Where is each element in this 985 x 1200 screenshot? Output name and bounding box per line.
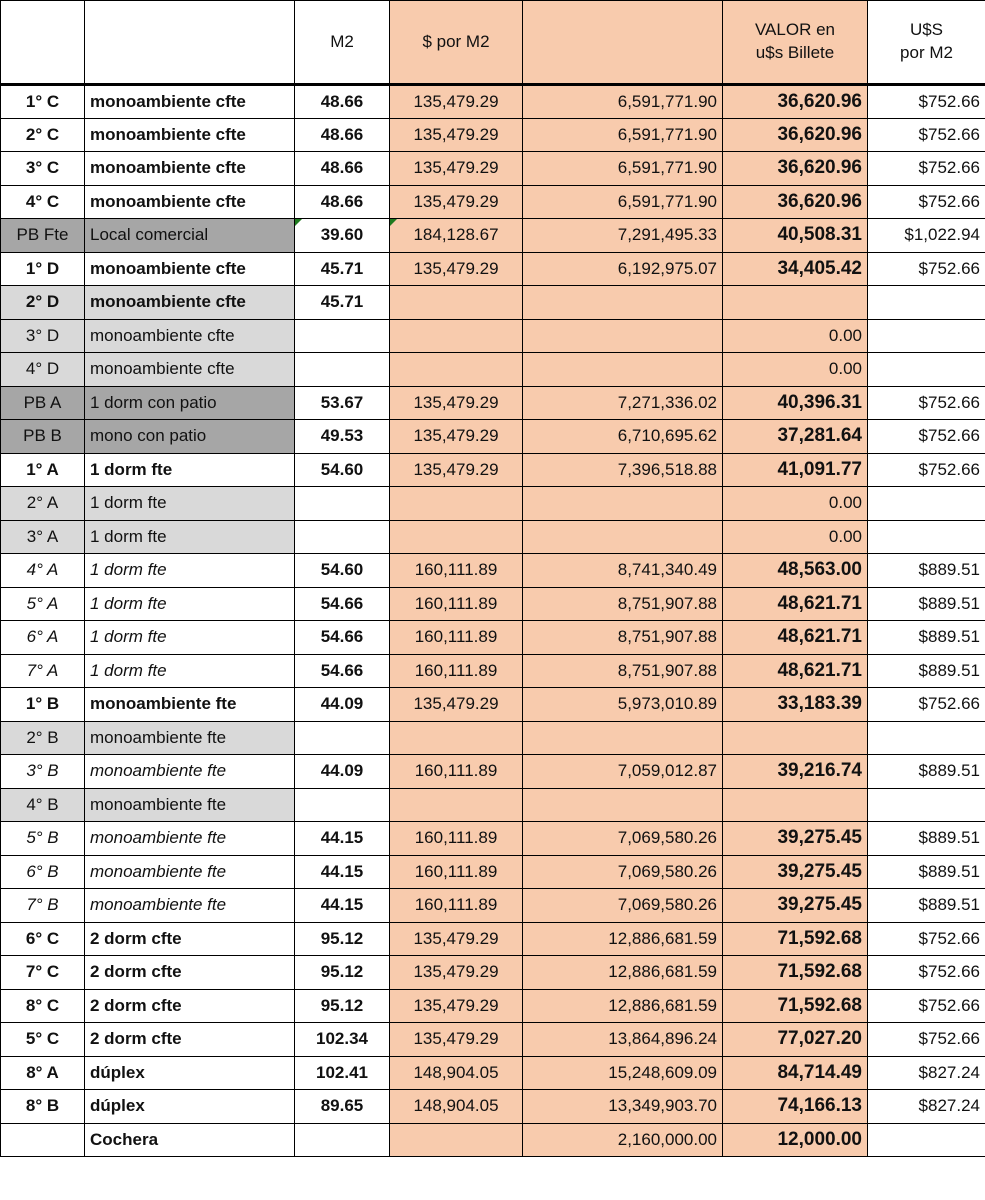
cell-unit[interactable] [1, 1123, 85, 1157]
cell-total[interactable]: 8,751,907.88 [523, 654, 723, 688]
cell-total[interactable]: 13,349,903.70 [523, 1090, 723, 1124]
cell-valor-usd[interactable]: 0.00 [723, 487, 868, 521]
cell-m2[interactable] [295, 353, 390, 387]
header-unit[interactable] [1, 1, 85, 85]
cell-price-per-m2[interactable]: 160,111.89 [390, 755, 523, 789]
cell-price-per-m2[interactable]: 184,128.67 [390, 219, 523, 253]
cell-unit[interactable]: 2° D [1, 286, 85, 320]
cell-unit[interactable]: 3° C [1, 152, 85, 186]
cell-total[interactable]: 7,059,012.87 [523, 755, 723, 789]
cell-valor-usd[interactable]: 40,508.31 [723, 219, 868, 253]
cell-usd-per-m2[interactable]: $752.66 [868, 252, 985, 286]
cell-total[interactable]: 7,291,495.33 [523, 219, 723, 253]
cell-usd-per-m2[interactable]: $752.66 [868, 688, 985, 722]
table-row [1, 1023, 985, 1057]
table-row [1, 487, 985, 521]
cell-usd-per-m2[interactable]: $752.66 [868, 118, 985, 152]
cell-usd-per-m2[interactable]: $827.24 [868, 1056, 985, 1090]
cell-m2[interactable]: 102.41 [295, 1056, 390, 1090]
cell-valor-usd[interactable]: 36,620.96 [723, 118, 868, 152]
cell-m2[interactable]: 48.66 [295, 118, 390, 152]
table-row [1, 822, 985, 856]
cell-description[interactable]: Local comercial [85, 219, 295, 253]
cell-valor-usd[interactable]: 84,714.49 [723, 1056, 868, 1090]
cell-m2[interactable]: 54.66 [295, 587, 390, 621]
header-m2[interactable]: M2 [295, 1, 390, 85]
cell-price-per-m2[interactable]: 148,904.05 [390, 1090, 523, 1124]
cell-valor-usd[interactable] [723, 721, 868, 755]
cell-m2[interactable]: 44.15 [295, 889, 390, 923]
cell-usd-per-m2[interactable]: $1,022.94 [868, 219, 985, 253]
table-row [1, 956, 985, 990]
header-valor-line2: u$s Billete [755, 43, 835, 62]
cell-valor-usd[interactable]: 48,563.00 [723, 554, 868, 588]
cell-total[interactable]: 5,973,010.89 [523, 688, 723, 722]
cell-description[interactable]: monoambiente cfte [85, 252, 295, 286]
cell-description[interactable]: 1 dorm fte [85, 487, 295, 521]
table-row [1, 420, 985, 454]
cell-usd-per-m2[interactable]: $752.66 [868, 989, 985, 1023]
cell-price-per-m2[interactable]: 135,479.29 [390, 386, 523, 420]
cell-m2[interactable]: 54.60 [295, 453, 390, 487]
cell-valor-usd[interactable]: 71,592.68 [723, 989, 868, 1023]
cell-m2[interactable]: 44.15 [295, 822, 390, 856]
cell-valor-usd[interactable]: 0.00 [723, 319, 868, 353]
cell-price-per-m2[interactable]: 135,479.29 [390, 1023, 523, 1057]
cell-price-per-m2[interactable] [390, 520, 523, 554]
cell-price-per-m2[interactable]: 160,111.89 [390, 587, 523, 621]
cell-unit[interactable]: 5° A [1, 587, 85, 621]
cell-total[interactable]: 2,160,000.00 [523, 1123, 723, 1157]
table-row [1, 654, 985, 688]
cell-price-per-m2[interactable]: 135,479.29 [390, 118, 523, 152]
cell-m2[interactable]: 102.34 [295, 1023, 390, 1057]
cell-valor-usd[interactable]: 36,620.96 [723, 152, 868, 186]
cell-price-per-m2[interactable]: 135,479.29 [390, 252, 523, 286]
table-row [1, 353, 985, 387]
cell-description[interactable]: monoambiente fte [85, 688, 295, 722]
table-row [1, 788, 985, 822]
cell-description[interactable]: Cochera [85, 1123, 295, 1157]
cell-description[interactable]: 2 dorm cfte [85, 922, 295, 956]
cell-m2[interactable]: 49.53 [295, 420, 390, 454]
cell-description[interactable]: 1 dorm fte [85, 453, 295, 487]
cell-unit[interactable]: 1° B [1, 688, 85, 722]
cell-price-per-m2[interactable] [390, 721, 523, 755]
cell-m2[interactable]: 95.12 [295, 989, 390, 1023]
cell-total[interactable]: 6,192,975.07 [523, 252, 723, 286]
cell-valor-usd[interactable]: 36,620.96 [723, 85, 868, 119]
cell-usd-per-m2[interactable]: $752.66 [868, 956, 985, 990]
cell-usd-per-m2[interactable]: $752.66 [868, 85, 985, 119]
header-usd-per-m2[interactable] [868, 1, 985, 85]
table-row [1, 185, 985, 219]
header-description[interactable] [85, 1, 295, 85]
cell-valor-usd[interactable]: 37,281.64 [723, 420, 868, 454]
cell-usd-per-m2[interactable]: $889.51 [868, 889, 985, 923]
cell-description[interactable]: 1 dorm fte [85, 554, 295, 588]
cell-description[interactable]: dúplex [85, 1090, 295, 1124]
cell-price-per-m2[interactable]: 160,111.89 [390, 654, 523, 688]
cell-usd-per-m2[interactable] [868, 788, 985, 822]
table-row [1, 554, 985, 588]
cell-unit[interactable]: 3° D [1, 319, 85, 353]
cell-total[interactable]: 6,591,771.90 [523, 85, 723, 119]
cell-unit[interactable]: 7° A [1, 654, 85, 688]
cell-unit[interactable]: 1° D [1, 252, 85, 286]
table-row [1, 219, 985, 253]
cell-valor-usd[interactable]: 48,621.71 [723, 621, 868, 655]
cell-usd-per-m2[interactable] [868, 319, 985, 353]
cell-valor-usd[interactable] [723, 788, 868, 822]
cell-unit[interactable]: 4° C [1, 185, 85, 219]
cell-total[interactable]: 6,591,771.90 [523, 185, 723, 219]
header-total[interactable] [523, 1, 723, 85]
cell-unit[interactable]: 4° D [1, 353, 85, 387]
cell-description[interactable]: monoambiente cfte [85, 185, 295, 219]
cell-total[interactable]: 6,591,771.90 [523, 152, 723, 186]
table-row [1, 1056, 985, 1090]
cell-usd-per-m2[interactable]: $827.24 [868, 1090, 985, 1124]
cell-valor-usd[interactable]: 77,027.20 [723, 1023, 868, 1057]
cell-description[interactable]: monoambiente cfte [85, 118, 295, 152]
table-row [1, 621, 985, 655]
table-row [1, 688, 985, 722]
cell-usd-per-m2[interactable]: $889.51 [868, 755, 985, 789]
cell-unit[interactable]: 6° C [1, 922, 85, 956]
cell-m2[interactable]: 54.66 [295, 621, 390, 655]
cell-total[interactable]: 12,886,681.59 [523, 956, 723, 990]
cell-m2[interactable]: 48.66 [295, 85, 390, 119]
cell-total[interactable] [523, 788, 723, 822]
cell-total[interactable]: 7,396,518.88 [523, 453, 723, 487]
cell-description[interactable]: monoambiente cfte [85, 286, 295, 320]
cell-description[interactable]: monoambiente fte [85, 755, 295, 789]
cell-valor-usd[interactable]: 0.00 [723, 353, 868, 387]
cell-description[interactable]: 1 dorm fte [85, 587, 295, 621]
cell-description[interactable]: monoambiente cfte [85, 152, 295, 186]
cell-description[interactable]: monoambiente fte [85, 889, 295, 923]
table-row [1, 386, 985, 420]
cell-description[interactable]: monoambiente cfte [85, 353, 295, 387]
cell-usd-per-m2[interactable]: $752.66 [868, 185, 985, 219]
cell-price-per-m2[interactable]: 148,904.05 [390, 1056, 523, 1090]
cell-usd-per-m2[interactable]: $889.51 [868, 654, 985, 688]
cell-price-per-m2[interactable] [390, 1123, 523, 1157]
cell-total[interactable]: 13,864,896.24 [523, 1023, 723, 1057]
cell-description[interactable]: 2 dorm cfte [85, 1023, 295, 1057]
cell-usd-per-m2[interactable] [868, 520, 985, 554]
table-row [1, 922, 985, 956]
table-row [1, 319, 985, 353]
cell-price-per-m2[interactable]: 160,111.89 [390, 889, 523, 923]
cell-valor-usd[interactable]: 39,275.45 [723, 889, 868, 923]
cell-usd-per-m2[interactable] [868, 353, 985, 387]
cell-price-per-m2[interactable] [390, 286, 523, 320]
cell-description[interactable]: monoambiente cfte [85, 319, 295, 353]
header-valor-line1: VALOR en [754, 20, 835, 40]
cell-m2[interactable]: 53.67 [295, 386, 390, 420]
cell-usd-per-m2[interactable]: $889.51 [868, 822, 985, 856]
cell-m2[interactable] [295, 520, 390, 554]
cell-m2[interactable]: 44.09 [295, 688, 390, 722]
cell-price-per-m2[interactable]: 135,479.29 [390, 688, 523, 722]
cell-price-per-m2[interactable]: 135,479.29 [390, 453, 523, 487]
table-row [1, 1123, 985, 1157]
cell-unit[interactable]: 2° A [1, 487, 85, 521]
cell-price-per-m2[interactable]: 135,479.29 [390, 152, 523, 186]
table-row [1, 252, 985, 286]
cell-usd-per-m2[interactable]: $752.66 [868, 453, 985, 487]
cell-valor-usd[interactable]: 48,621.71 [723, 654, 868, 688]
cell-unit[interactable]: 8° C [1, 989, 85, 1023]
cell-total[interactable]: 8,751,907.88 [523, 587, 723, 621]
table-row [1, 889, 985, 923]
cell-total[interactable]: 15,248,609.09 [523, 1056, 723, 1090]
cell-price-per-m2[interactable]: 135,479.29 [390, 185, 523, 219]
cell-description[interactable]: 1 dorm fte [85, 520, 295, 554]
cell-valor-usd[interactable]: 40,396.31 [723, 386, 868, 420]
cell-total[interactable]: 8,741,340.49 [523, 554, 723, 588]
cell-usd-per-m2[interactable] [868, 286, 985, 320]
cell-total[interactable]: 6,710,695.62 [523, 420, 723, 454]
cell-m2[interactable]: 48.66 [295, 152, 390, 186]
cell-price-per-m2[interactable] [390, 319, 523, 353]
cell-m2[interactable]: 95.12 [295, 956, 390, 990]
cell-unit[interactable]: 8° A [1, 1056, 85, 1090]
cell-description[interactable]: 1 dorm fte [85, 654, 295, 688]
cell-total[interactable] [523, 286, 723, 320]
cell-usd-per-m2[interactable]: $752.66 [868, 922, 985, 956]
cell-usd-per-m2[interactable]: $889.51 [868, 554, 985, 588]
cell-m2[interactable] [295, 487, 390, 521]
cell-valor-usd[interactable] [723, 286, 868, 320]
cell-description[interactable]: mono con patio [85, 420, 295, 454]
cell-unit[interactable]: 1° C [1, 85, 85, 119]
cell-price-per-m2[interactable]: 135,479.29 [390, 956, 523, 990]
cell-description[interactable]: monoambiente fte [85, 855, 295, 889]
cell-valor-usd[interactable]: 33,183.39 [723, 688, 868, 722]
cell-valor-usd[interactable]: 39,275.45 [723, 855, 868, 889]
cell-price-per-m2[interactable] [390, 788, 523, 822]
table-row [1, 85, 985, 119]
cell-unit[interactable]: 1° A [1, 453, 85, 487]
cell-unit[interactable]: 2° C [1, 118, 85, 152]
cell-unit[interactable]: 5° C [1, 1023, 85, 1057]
header-price-per-m2[interactable]: $ por M2 [390, 1, 523, 85]
table-row [1, 453, 985, 487]
cell-unit[interactable]: PB A [1, 386, 85, 420]
cell-unit[interactable]: 6° B [1, 855, 85, 889]
cell-valor-usd[interactable]: 74,166.13 [723, 1090, 868, 1124]
cell-unit[interactable]: 3° B [1, 755, 85, 789]
cell-m2[interactable]: 48.66 [295, 185, 390, 219]
cell-unit[interactable]: 3° A [1, 520, 85, 554]
cell-valor-usd[interactable]: 36,620.96 [723, 185, 868, 219]
cell-price-per-m2[interactable] [390, 353, 523, 387]
cell-m2[interactable]: 45.71 [295, 286, 390, 320]
cell-unit[interactable]: 4° A [1, 554, 85, 588]
cell-description[interactable]: 2 dorm cfte [85, 956, 295, 990]
cell-valor-usd[interactable]: 34,405.42 [723, 252, 868, 286]
cell-price-per-m2[interactable]: 160,111.89 [390, 554, 523, 588]
cell-valor-usd[interactable]: 41,091.77 [723, 453, 868, 487]
cell-price-per-m2[interactable]: 135,479.29 [390, 420, 523, 454]
cell-unit[interactable]: 7° B [1, 889, 85, 923]
cell-total[interactable]: 6,591,771.90 [523, 118, 723, 152]
cell-usd-per-m2[interactable]: $752.66 [868, 152, 985, 186]
cell-m2[interactable]: 95.12 [295, 922, 390, 956]
cell-description[interactable]: 1 dorm con patio [85, 386, 295, 420]
cell-usd-per-m2[interactable]: $889.51 [868, 621, 985, 655]
cell-usd-per-m2[interactable]: $752.66 [868, 1023, 985, 1057]
table-row [1, 587, 985, 621]
cell-total[interactable]: 12,886,681.59 [523, 989, 723, 1023]
cell-price-per-m2[interactable]: 135,479.29 [390, 85, 523, 119]
cell-valor-usd[interactable]: 48,621.71 [723, 587, 868, 621]
cell-description[interactable]: monoambiente fte [85, 721, 295, 755]
cell-description[interactable]: 2 dorm cfte [85, 989, 295, 1023]
cell-m2[interactable]: 45.71 [295, 252, 390, 286]
cell-total[interactable]: 7,069,580.26 [523, 822, 723, 856]
cell-usd-per-m2[interactable]: $889.51 [868, 855, 985, 889]
cell-m2[interactable]: 54.66 [295, 654, 390, 688]
cell-usd-per-m2[interactable] [868, 721, 985, 755]
table-row [1, 152, 985, 186]
cell-m2[interactable] [295, 788, 390, 822]
cell-unit[interactable]: PB B [1, 420, 85, 454]
cell-usd-per-m2[interactable] [868, 487, 985, 521]
cell-valor-usd[interactable]: 12,000.00 [723, 1123, 868, 1157]
header-row [1, 1, 985, 85]
table-row [1, 520, 985, 554]
cell-total[interactable]: 12,886,681.59 [523, 922, 723, 956]
cell-price-per-m2[interactable]: 135,479.29 [390, 922, 523, 956]
cell-price-per-m2[interactable]: 135,479.29 [390, 989, 523, 1023]
table-row [1, 989, 985, 1023]
cell-total[interactable]: 7,069,580.26 [523, 855, 723, 889]
cell-m2[interactable]: 89.65 [295, 1090, 390, 1124]
cell-total[interactable] [523, 520, 723, 554]
cell-price-per-m2[interactable]: 160,111.89 [390, 621, 523, 655]
cell-usd-per-m2[interactable] [868, 1123, 985, 1157]
cell-price-per-m2[interactable] [390, 487, 523, 521]
cell-m2[interactable]: 39.60 [295, 219, 390, 253]
cell-valor-usd[interactable]: 39,275.45 [723, 822, 868, 856]
cell-total[interactable]: 7,069,580.26 [523, 889, 723, 923]
header-usd-line2: por M2 [900, 43, 953, 62]
table-row [1, 118, 985, 152]
table-body [1, 85, 985, 1157]
cell-unit[interactable]: 6° A [1, 621, 85, 655]
cell-usd-per-m2[interactable]: $752.66 [868, 386, 985, 420]
cell-description[interactable]: monoambiente fte [85, 822, 295, 856]
cell-price-per-m2[interactable]: 160,111.89 [390, 822, 523, 856]
cell-total[interactable]: 8,751,907.88 [523, 621, 723, 655]
cell-total[interactable] [523, 487, 723, 521]
cell-description[interactable]: dúplex [85, 1056, 295, 1090]
cell-m2[interactable] [295, 1123, 390, 1157]
cell-total[interactable] [523, 721, 723, 755]
cell-unit[interactable]: 7° C [1, 956, 85, 990]
table-row [1, 755, 985, 789]
header-valor-usd[interactable] [723, 1, 868, 85]
cell-usd-per-m2[interactable]: $889.51 [868, 587, 985, 621]
cell-valor-usd[interactable]: 39,216.74 [723, 755, 868, 789]
cell-unit[interactable]: 4° B [1, 788, 85, 822]
cell-valor-usd[interactable]: 71,592.68 [723, 922, 868, 956]
cell-m2[interactable]: 44.15 [295, 855, 390, 889]
cell-valor-usd[interactable]: 71,592.68 [723, 956, 868, 990]
table-row [1, 721, 985, 755]
cell-description[interactable]: monoambiente fte [85, 788, 295, 822]
cell-valor-usd[interactable]: 0.00 [723, 520, 868, 554]
cell-price-per-m2[interactable]: 160,111.89 [390, 855, 523, 889]
cell-unit[interactable]: 2° B [1, 721, 85, 755]
cell-total[interactable]: 7,271,336.02 [523, 386, 723, 420]
cell-unit[interactable]: 5° B [1, 822, 85, 856]
cell-m2[interactable]: 44.09 [295, 755, 390, 789]
cell-usd-per-m2[interactable]: $752.66 [868, 420, 985, 454]
table-row [1, 1090, 985, 1124]
table-row [1, 286, 985, 320]
cell-total[interactable] [523, 353, 723, 387]
cell-total[interactable] [523, 319, 723, 353]
cell-description[interactable]: 1 dorm fte [85, 621, 295, 655]
header-usd-line1: U$S [909, 20, 944, 40]
cell-unit[interactable]: 8° B [1, 1090, 85, 1124]
table-row [1, 855, 985, 889]
cell-m2[interactable] [295, 319, 390, 353]
cell-unit[interactable]: PB Fte [1, 219, 85, 253]
cell-m2[interactable] [295, 721, 390, 755]
cell-m2[interactable]: 54.60 [295, 554, 390, 588]
cell-description[interactable]: monoambiente cfte [85, 85, 295, 119]
